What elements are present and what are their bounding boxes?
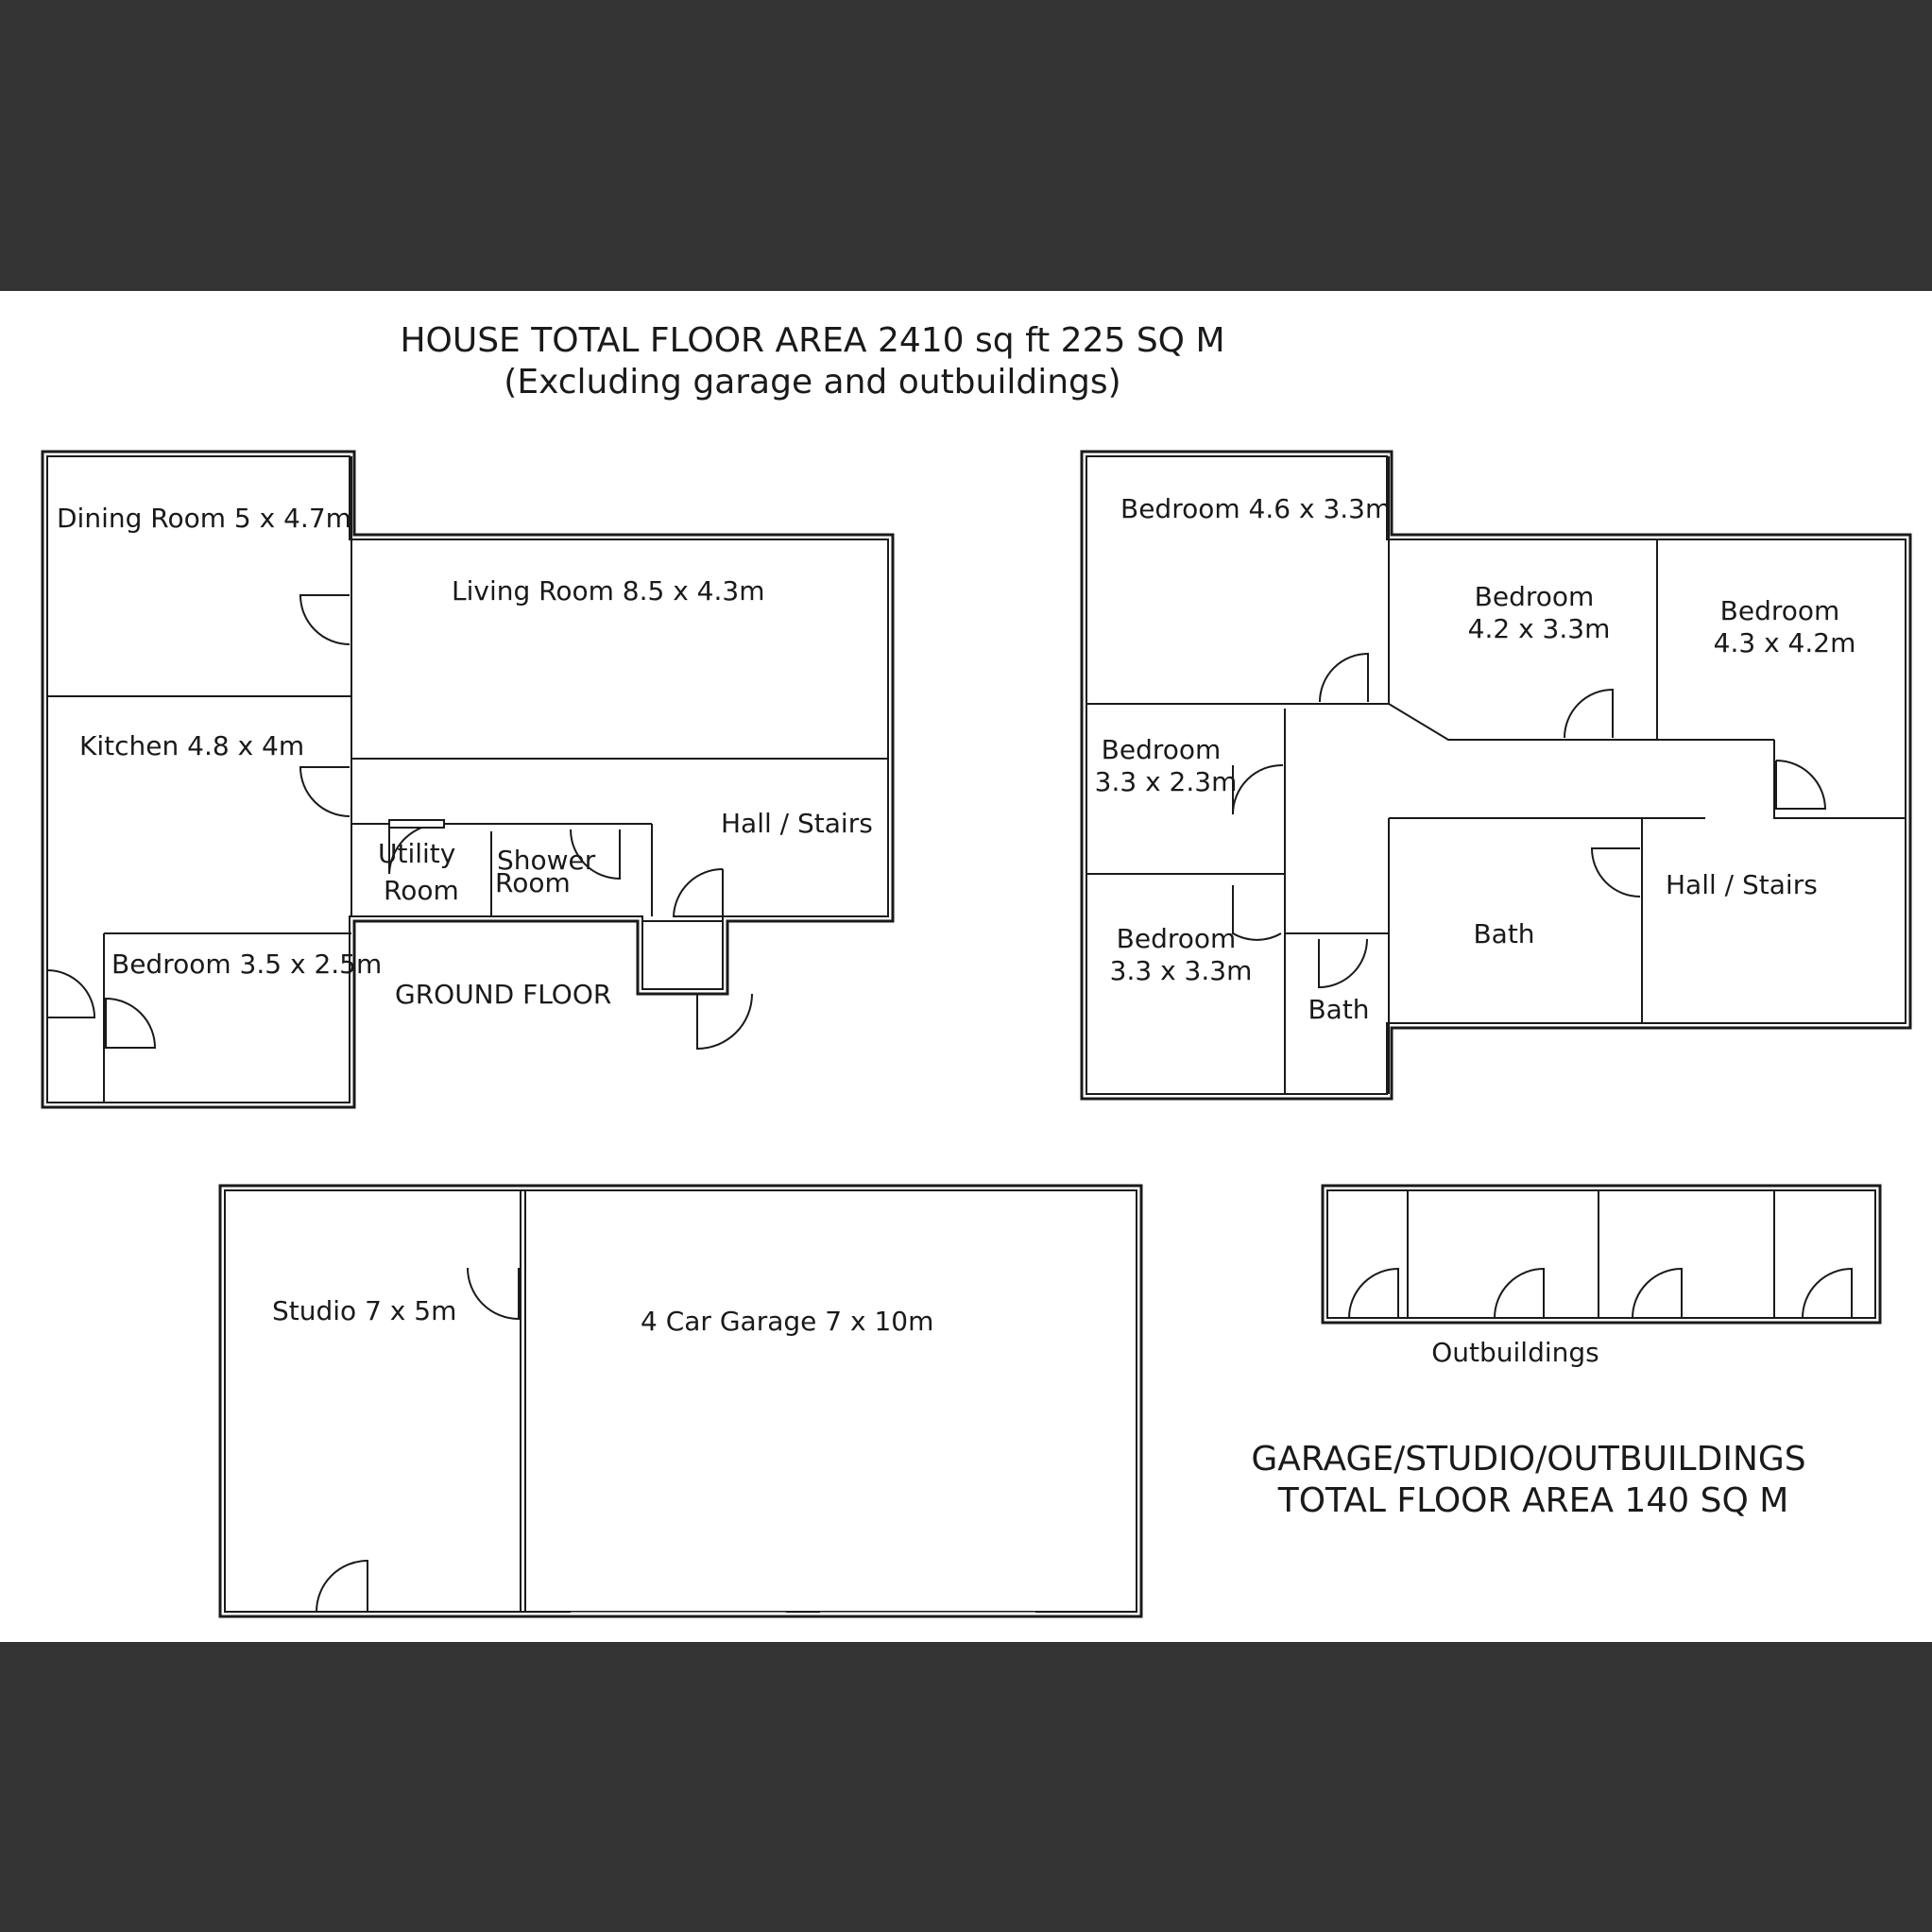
label-kitchen: Kitchen 4.8 x 4m [79,730,305,761]
label-bedroom-b-line1: Bedroom [1474,581,1595,612]
outbuildings-total-line2: TOTAL FLOOR AREA 140 SQ M [1277,1481,1789,1520]
window-utility [389,820,444,828]
label-bedroom-a: Bedroom 4.6 x 3.3m [1120,493,1392,524]
label-bedroom-c-line1: Bedroom [1719,595,1840,626]
house-title-line1: HOUSE TOTAL FLOOR AREA 2410 sq ft 225 SQ M [400,321,1225,360]
outbuildings-total-line1: GARAGE/STUDIO/OUTBUILDINGS [1251,1440,1806,1479]
label-bedroom-gf: Bedroom 3.5 x 2.5m [111,949,383,980]
label-outbuildings: Outbuildings [1431,1337,1599,1368]
label-ground-floor: GROUND FLOOR [395,979,612,1010]
label-utility-line2: Room [384,875,459,906]
first-floor-plan [1082,452,1910,1099]
label-dining-room: Dining Room 5 x 4.7m [57,503,351,534]
label-bath-main: Bath [1473,918,1535,949]
label-hall-stairs-ff: Hall / Stairs [1666,869,1818,900]
label-bedroom-d-line1: Bedroom [1101,734,1222,765]
label-bedroom-d-line2: 3.3 x 2.3m [1094,766,1238,797]
label-hall-stairs-gf: Hall / Stairs [721,808,873,839]
label-bedroom-b-line2: 4.2 x 3.3m [1467,613,1611,644]
garage-outline [220,1186,1141,1616]
bottom-frame-band [0,1642,1932,1932]
label-bedroom-c-line2: 4.3 x 4.2m [1713,627,1856,658]
label-bath-small: Bath [1308,994,1370,1025]
label-bedroom-e-line2: 3.3 x 3.3m [1109,955,1253,986]
label-shower-line2: Room [495,867,571,898]
label-studio: Studio 7 x 5m [272,1295,457,1326]
outbuildings-outline [1323,1186,1880,1323]
label-shower-line1: Shower [497,845,596,876]
label-living-room: Living Room 8.5 x 4.3m [452,575,765,607]
top-frame-band [0,0,1932,291]
house-title-line2: (Excluding garage and outbuildings) [504,363,1121,402]
garage-studio-plan [220,1186,1141,1616]
label-bedroom-e-line1: Bedroom [1116,923,1237,954]
label-utility-line1: Utility [378,838,456,869]
label-garage: 4 Car Garage 7 x 10m [641,1306,934,1337]
